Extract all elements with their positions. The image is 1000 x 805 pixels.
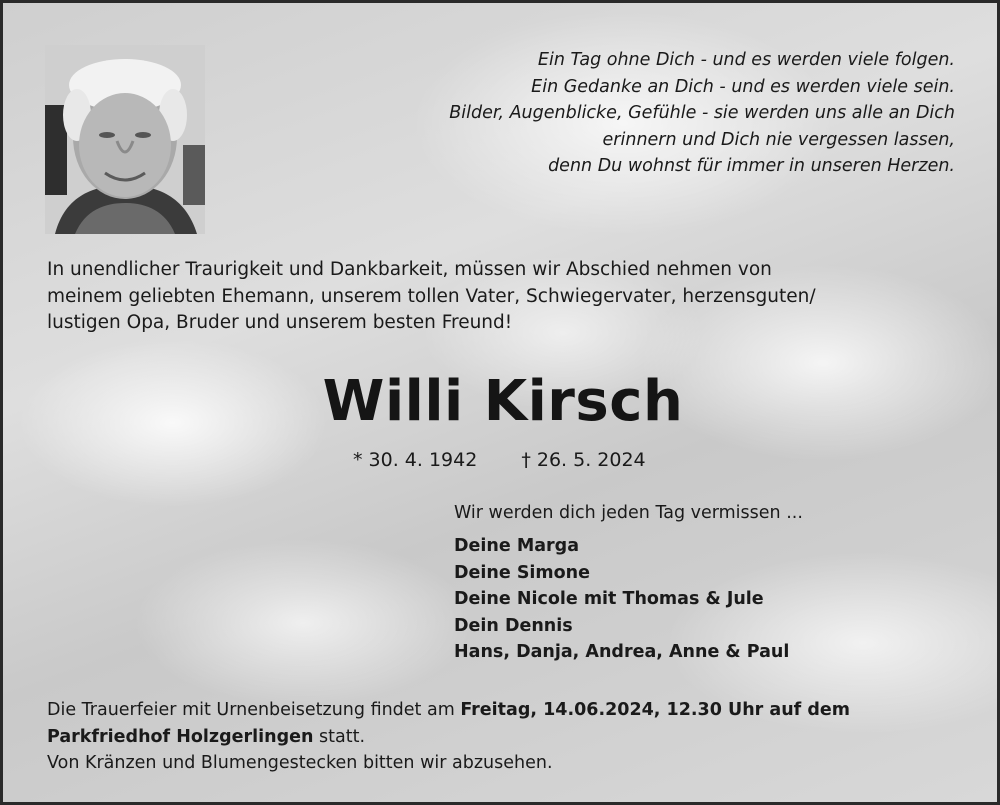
family-member: Deine Nicole mit Thomas & Jule xyxy=(454,589,764,609)
intro-line: In unendlicher Traurigkeit und Dankbarkeit, müssen wir Abschied nehmen von xyxy=(47,259,772,280)
funeral-location: Parkfriedhof Holzgerlingen xyxy=(47,726,314,747)
family-member: Hans, Danja, Andrea, Anne & Paul xyxy=(454,642,790,662)
poem-line: denn Du wohnst für immer in unseren Herzen. xyxy=(548,156,955,176)
family-member: Deine Marga xyxy=(454,536,580,556)
deceased-name: Willi Kirsch xyxy=(322,369,684,434)
funeral-line-1 xyxy=(47,697,967,724)
poem-line: Ein Gedanke an Dich - und es werden viele sein. xyxy=(531,76,955,97)
funeral-info xyxy=(47,697,967,777)
death-date: † 26. 5. 2024 xyxy=(521,449,646,471)
family-member: Deine Simone xyxy=(454,562,591,583)
poem xyxy=(395,47,955,180)
family-member: Dein Dennis xyxy=(454,615,573,636)
funeral-date-time: Freitag, 14.06.2024, 12.30 Uhr auf dem xyxy=(460,700,850,720)
poem-line: erinnern und Dich nie vergessen lassen, xyxy=(602,129,955,150)
intro-line: lustigen Opa, Bruder und unserem besten Freund! xyxy=(47,312,513,333)
intro-text xyxy=(47,257,947,337)
poem-line: Bilder, Augenblicke, Gefühle - sie werden uns alle an Dich xyxy=(449,103,955,123)
portrait-photo xyxy=(45,45,205,234)
family-list xyxy=(454,533,789,666)
intro-line: meinem geliebten Ehemann, unserem tollen Vater, Schwiegervater, herzensguten/ xyxy=(47,285,816,307)
birth-date: * 30. 4. 1942 xyxy=(353,449,478,471)
funeral-line-2 xyxy=(47,724,967,751)
funeral-text: Die Trauerfeier mit Urnenbeisetzung findet am xyxy=(47,700,461,720)
funeral-note: Von Kränzen und Blumengestecken bitten wir abzusehen. xyxy=(47,753,553,773)
poem-line: Ein Tag ohne Dich - und es werden viele folgen. xyxy=(537,50,955,70)
portrait-photo-icon xyxy=(45,45,205,234)
funeral-text: statt. xyxy=(313,726,366,747)
life-dates xyxy=(353,447,646,473)
closing-line: Wir werden dich jeden Tag vermissen ... xyxy=(454,503,803,523)
